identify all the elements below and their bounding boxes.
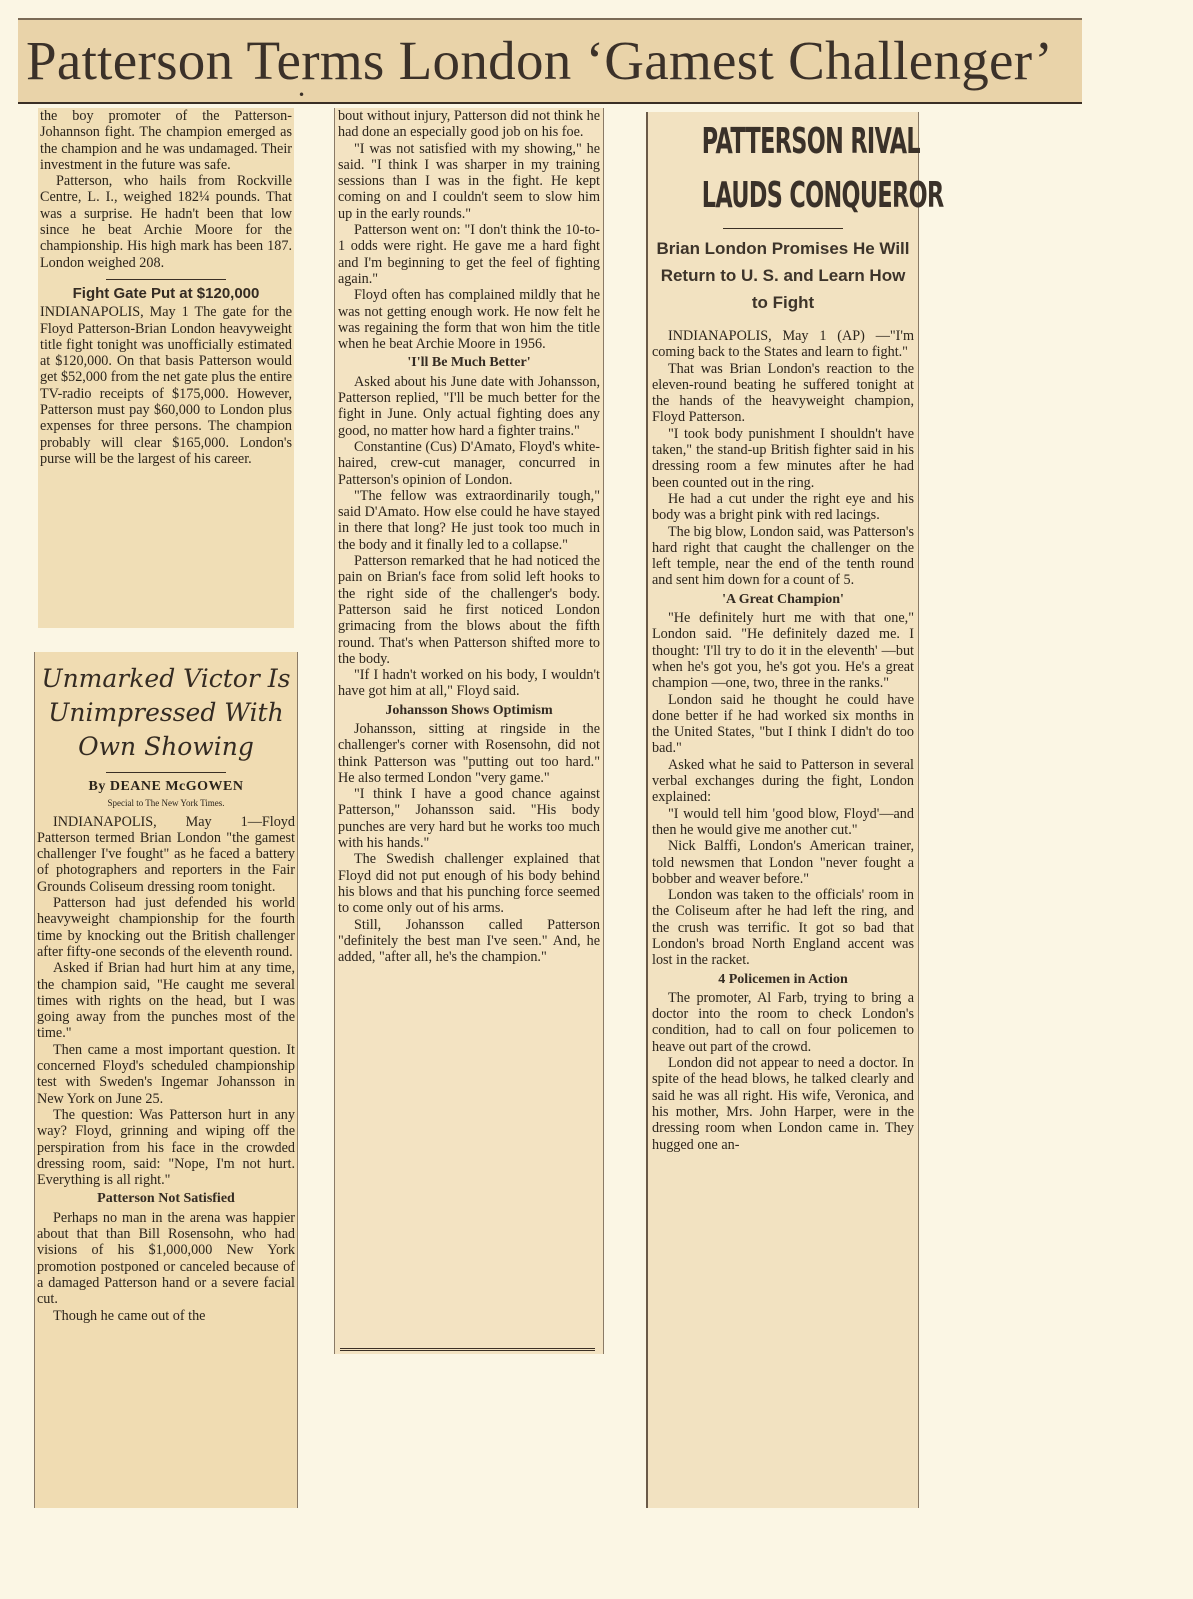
subhead-great-champion: 'A Great Champion' <box>722 591 844 607</box>
article-paragraph: the boy promoter of the Patterson-Johannson fight. The champion emerged as the champion and he was undamaged. Their investment in the future was safe. <box>40 108 292 173</box>
banner-line-2: LAUDS CONQUEROR <box>701 175 944 216</box>
article-paragraph: Asked about his June date with Johansson, Patterson replied, "I'll be much better for the fight in June. Only actual fighting does any good, no matter how hard a fighter trains." <box>338 373 600 439</box>
subhead-policemen: 4 Policemen in Action <box>718 971 848 987</box>
article-paragraph: "He definitely hurt me with that one," London said. "He definitely dazed me. I thought: 'I'll try to do it in the eleventh' —but when he's got you, he's got you. He's a great champion —one, two, three in the ranks." <box>652 610 914 692</box>
article-paragraph: Patterson, who hails from Rockville Centre, L. I., weighed 182¼ pounds. That was a surprise. He hadn't been that low since he beat Archie Moore for the championship. His high mark has been 187. London weighed 208. <box>40 173 292 271</box>
article-paragraph: "I would tell him 'good blow, Floyd'—and then he would give me another cut." <box>652 805 914 838</box>
article-paragraph: The big blow, London said, was Patterson's hard right that caught the challenger on the left temple, near the end of the tenth round and sent him down for a count of 5. <box>652 523 914 589</box>
article-paragraph: Still, Johansson called Patterson "definitely the best man I've seen." And, he added, "after all, he's the champion." <box>338 916 600 966</box>
article-paragraph: The promoter, Al Farb, trying to bring a doctor into the room to check London's condition, had to call on four policemen to heave out part of the crowd. <box>652 989 914 1055</box>
article-paragraph: That was Brian London's reaction to the eleven-round beating he suffered tonight at the hands of the heavyweight champion, Floyd Patterson. <box>652 360 914 426</box>
article-paragraph: Then came a most important question. It concerned Floyd's scheduled championship test with Sweden's Ingemar Johansson in New York on June 25. <box>37 1041 295 1107</box>
article-paragraph: Asked if Brian had hurt him at any time, the champion said, "He caught me several times with rights on the head, but I was going away from the punches most of the time." <box>37 960 295 1042</box>
subhead-not-satisfied: Patterson Not Satisfied <box>97 1191 235 1207</box>
article-paragraph: "I was not satisfied with my showing," he said. "I think I was sharper in my training sessions than I was in the fight. He kept coming on and I couldn't seem to slow him up in the early rounds." <box>338 140 600 222</box>
article-paragraph: The Swedish challenger explained that Floyd did not put enough of his body behind his blows and that his punching force seemed to come only out of his arms. <box>338 851 600 917</box>
article-paragraph: London said he thought he could have done better if he had worked six months in the United States, "but I think I didn't do too bad." <box>652 691 914 757</box>
column-1-bottom <box>34 652 298 1508</box>
article-paragraph: Patterson had just defended his world heavyweight championship for the fourth time by knocking out the British challenger after fifty-one seconds of the eleventh round. <box>37 895 295 960</box>
article-paragraph: Patterson remarked that he had noticed the pain on Brian's face from solid left hooks to the right side of the challenger's body. Patterson said he first noticed London grimacing from the blows about the fifth round. That's when Patterson shifted more to the body. <box>338 553 600 667</box>
article-paragraph: Perhaps no man in the arena was happier about that than Bill Rosensohn, who had visions of his $1,000,000 New York promotion postponed or canceled because of a damaged Patterson hand or a severe facial cut. <box>37 1209 295 1308</box>
article-paragraph: "If I hadn't worked on his body, I wouldn't have got him at all," Floyd said. <box>338 667 600 700</box>
main-headline-strip <box>18 18 1082 104</box>
byline: By DEANE McGOWEN <box>88 779 244 794</box>
column-2-end-rule <box>340 1348 595 1351</box>
article-paragraph: The question: Was Patterson hurt in any way? Floyd, grinning and wiping off the perspiration from his face in the crowded dressing room, said: "Nope, I'm not hurt. Everything is all right." <box>37 1106 295 1189</box>
article-paragraph: INDIANAPOLIS, May 1—Floyd Patterson termed Brian London "the gamest challenger I've fought" as he faced a battery of photographers and reporters in the Fair Grounds Coliseum dressing room tonight. <box>37 813 295 895</box>
sidebar-headline: Unmarked Victor Is Unimpressed With Own Showing <box>41 664 291 761</box>
article-paragraph: London was taken to the officials' room in the Coliseum after he had left the ring, and the crush was terrific. It got so bad that London's broad North England accent was lost in the racket. <box>652 887 914 969</box>
article-paragraph: Johansson, sitting at ringside in the challenger's corner with Rosensohn, did not think Patterson was "putting out too hard." He also termed London "very game." <box>338 720 600 786</box>
subhead-fight-gate: Fight Gate Put at $120,000 <box>72 284 260 302</box>
column-1-top <box>38 108 294 628</box>
article-paragraph: Nick Balffi, London's American trainer, told newsmen that London "never fought a bobber and weaver before." <box>652 838 914 887</box>
article-paragraph: He had a cut under the right eye and his body was a bright pink with red lacings. <box>652 490 914 524</box>
subhead-optimism: Johansson Shows Optimism <box>385 702 553 718</box>
article-paragraph: bout without injury, Patterson did not think he had done an especially good job on his foe. <box>338 108 600 141</box>
divider-rule <box>106 772 226 773</box>
main-headline: Patterson Terms London ‘Gamest Challenger’ <box>26 30 1054 91</box>
article-paragraph: INDIANAPOLIS, May 1 (AP) —"I'm coming back to the States and learn to fight." <box>652 328 914 361</box>
article-paragraph: Floyd often has complained mildly that he was not getting enough work. He now felt he was regaining the form that won him the title when he beat Archie Moore in 1956. <box>338 287 600 353</box>
banner-line-1: PATTERSON RIVAL <box>701 121 920 162</box>
subhead-much-better: 'I'll Be Much Better' <box>407 355 531 371</box>
special-credit: Special to The New York Times. <box>107 798 225 809</box>
separator-dot: • <box>298 88 306 102</box>
article-paragraph: Constantine (Cus) D'Amato, Floyd's white-haired, crew-cut manager, concurred in Patterson's opinion of London. <box>338 438 600 488</box>
article-paragraph: "I think I have a good chance against Patterson," Johansson said. "His body punches are very hard but he works too much with his hands." <box>338 786 600 852</box>
article-paragraph: Though he came out of the <box>53 1307 206 1324</box>
article-paragraph: "I took body punishment I shouldn't have taken," the stand-up British fighter said in his dressing room a few minutes after he had been counted out in the ring. <box>652 425 914 491</box>
article-paragraph: INDIANAPOLIS, May 1 The gate for the Floyd Patterson-Brian London heavyweight title fight tonight was unofficially estimated at $120,000. On that basis Patterson would get $52,000 from the net gate plus the entire TV-radio receipts of $175,000. However, Patterson must pay $60,000 to London plus expenses for three persons. The champion probably will clear $165,000. London's purse will be the largest of his career. <box>40 304 292 467</box>
article-paragraph: "The fellow was extraordinarily tough," said D'Amato. How else could he have stayed in there that long? He just took too much in the body and it finally led to a collapse." <box>338 487 600 553</box>
banner-wrap <box>652 118 944 220</box>
article-paragraph: Asked what he said to Patterson in several verbal exchanges during the fight, London explained: <box>652 756 914 806</box>
article-paragraph: London did not appear to need a doctor. In spite of the head blows, he talked clearly and said he was all right. His wife, Veronica, and his mother, Mrs. John Harper, were in the dressing room when London came in. They hugged one an- <box>652 1055 914 1153</box>
deck-subhead: Brian London Promises He Will Return to U. S. and Learn How to Fight <box>656 239 910 312</box>
divider-rule <box>723 228 843 229</box>
article-paragraph: Patterson went on: "I don't think the 10-to-1 odds were right. He gave me a hard fight and I'm beginning to get the feel of fighting again." <box>338 222 600 287</box>
column-2 <box>334 108 604 1354</box>
divider-rule <box>106 279 226 280</box>
column-3 <box>646 112 944 1508</box>
